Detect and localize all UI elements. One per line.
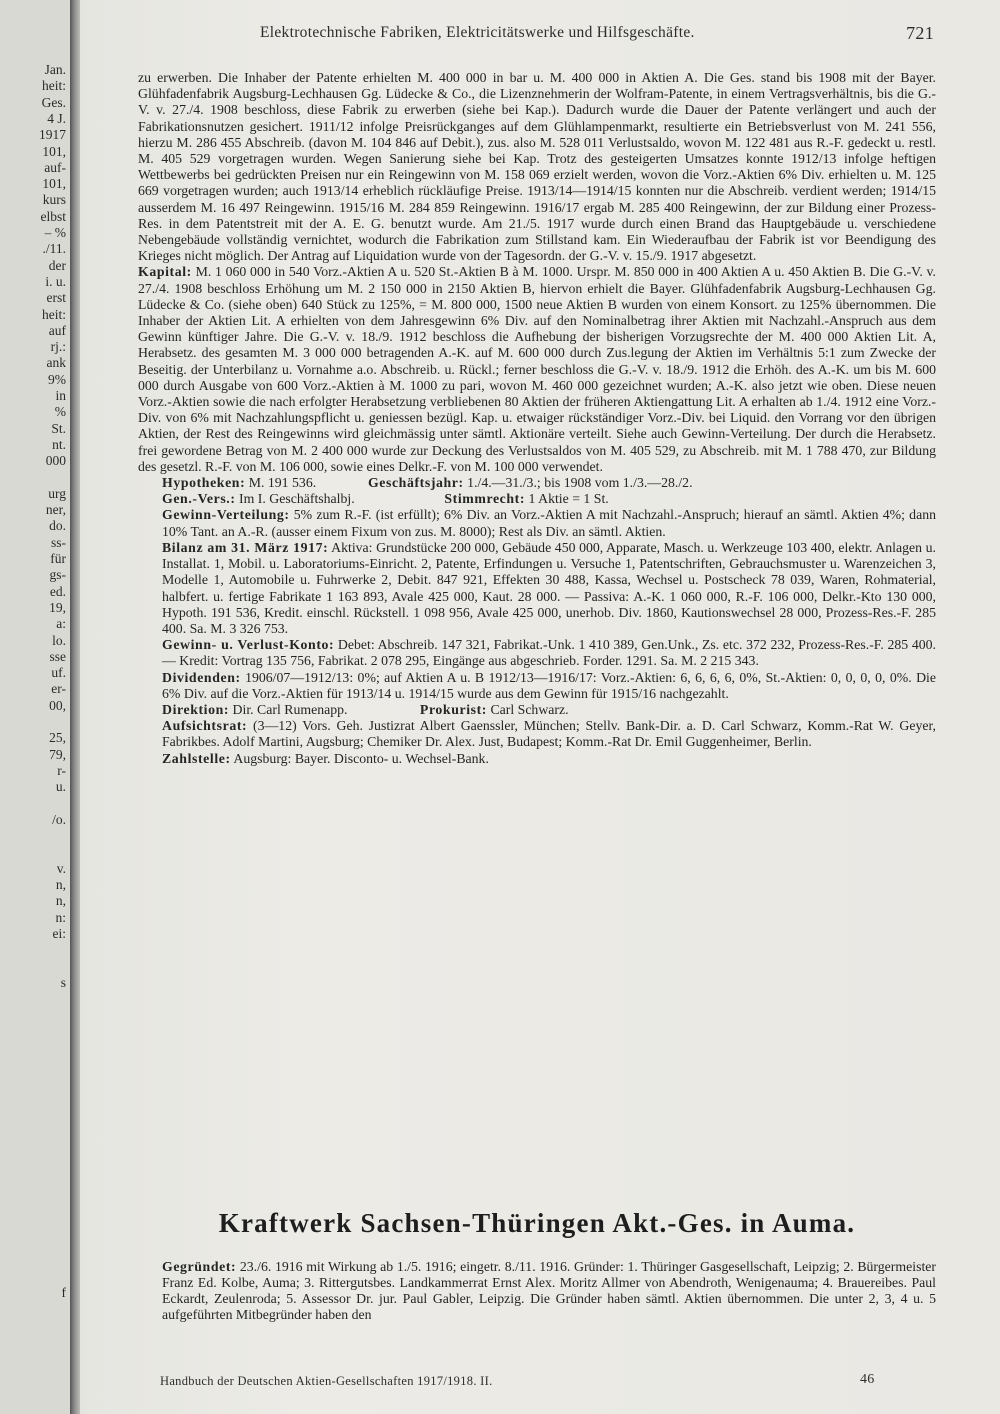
capital-section	[138, 264, 936, 475]
supervisory-board-section	[138, 718, 936, 750]
profit-distribution-section	[138, 507, 936, 539]
footer-text: Handbuch der Deutschen Aktien-Gesellschaften 1917/1918. II.	[160, 1374, 493, 1388]
margin-fragment: r-	[57, 762, 66, 778]
margin-fragment: a:	[56, 616, 66, 632]
entry-body	[138, 70, 936, 767]
profit-loss-text: Debet: Abschreib. 147 321, Fabrikat.-Unk. 1 410 389, Gen.Unk., Zs. etc. 372 232, Prozess-Res.-F. 285 400. — Kredit: Vortrag 135 756, Fabrikat. 2 078 295, Eingänge aus abgeschrieb. Forder. 1291. Sa. M. 2 215 343.	[162, 637, 936, 669]
general-meeting-text: Im I. Geschäftshalbj.	[238, 491, 355, 507]
general-meeting-label: Gen.-Vers.:	[162, 491, 236, 507]
balance-sheet-text: Aktiva: Grundstücke 200 000, Gebäude 450 000, Apparate, Masch. u. Werkzeuge 103 400, elektr. Anlagen u. Installat. 1, Mobil. u. Laboratoriums-Einricht. 2, Patente, Erfindungen u. Versuche 1, Patentschriften, Gebrauchsmuster u. Warenzeichen 3, Modelle 1, Automobile u. Fuhrwerke 2, Debit. 847 921, Effekten 30 488, Kassa, Wechsel u. Postscheck 78 039, Waren, Rohmaterial, halbfert. u. fertige Fabrikate 1 163 893, Avale 425 000, Kaut. 28 000. — Passiva: A.-K. 1 060 000, R.-F. 106 000, Delkr.-Kto 130 000, Hypoth. 191 536, Kredit. einschl. Rückstell. 1 098 956, Avale 425 000, unerhob. Div. 1860, Kautionswechsel 28 000, Prozess-Res.-F. 285 400. Sa. M. 3 326 753.	[162, 539, 936, 636]
margin-fragment: ./11.	[42, 241, 66, 257]
dividends-section	[138, 670, 936, 702]
margin-fragment: urg	[48, 485, 66, 501]
margin-fragment: rj.:	[50, 339, 66, 355]
margin-fragment: i. u.	[45, 273, 66, 289]
running-header	[130, 24, 940, 48]
general-meeting-line	[138, 491, 936, 507]
balance-sheet-section	[138, 540, 936, 637]
management-line	[138, 702, 936, 718]
margin-fragment: 4 J.	[47, 110, 66, 126]
header-title: Elektrotechnische Fabriken, Elektricitätswerke und Hilfsgeschäfte.	[260, 24, 695, 41]
margin-fragment: n:	[55, 909, 66, 925]
profit-loss-label: Gewinn- u. Verlust-Konto:	[162, 637, 335, 653]
margin-fragment: uf.	[51, 665, 66, 681]
page-number: 721	[906, 23, 934, 43]
margin-fragment: /o.	[52, 811, 66, 827]
direction-label: Direktion:	[162, 701, 230, 717]
margin-fragment: Ges.	[41, 94, 66, 110]
company-heading: Kraftwerk Sachsen-Thüringen Akt.-Ges. in Auma.	[218, 1208, 856, 1238]
margin-fragment: 101,	[42, 143, 66, 159]
book-gutter	[70, 0, 80, 1414]
margin-fragment: heit:	[42, 306, 66, 322]
margin-fragment: f	[61, 1284, 66, 1300]
margin-fragment: 00,	[49, 697, 66, 713]
margin-fragment: ed.	[49, 583, 66, 599]
margin-fragment: heit:	[42, 78, 66, 94]
profit-distribution-label: Gewinn-Verteilung:	[162, 507, 290, 523]
company-entry-body	[138, 1245, 936, 1337]
margin-fragment: ss-	[50, 534, 66, 550]
fiscal-year-text: 1./4.—31./3.; bis 1908 vom 1./3.—28./2.	[467, 475, 693, 491]
margin-fragment: u.	[55, 779, 66, 795]
intro-paragraph: zu erwerben. Die Inhaber der Patente erhielten M. 400 000 in bar u. M. 400 000 in Aktien A. Die Ges. stand bis 1908 mit der Bayer. Glühfadenfabrik Augsburg-Lechhausen Gg. Lüdecke & Co., die Lizenznehmerin der Wolfram-Patente, in einem Vertragsverhältnis, bis die G.-V. v. 27./4. 1908 beschloss, diese Fabrik zu erwerben (siehe bei Kap.). Dadurch wurde die Dauer der Patente verlängert und auch der Fabrikationsnutzen gesichert. 1911/12 infolge Preisrückganges auf dem Glühlampenmarkt, resultierte ein Betriebsverlust von M. 241 556, hierzu M. 286 455 Abschreib. (davon M. 104 846 auf Debit.), zus. also M. 528 011 Verlustsaldo, wovon M. 122 481 aus R.-F. gedeckt u. restl. M. 405 529 vorgetragen wurden. Wegen Sanierung siehe bei Kap. Trotz des gesteigerten Umsatzes konnte 1912/13 infolge heftigen Wettbewerbs bei gedrückten Preisen nur ein Reingewinn von M. 158 069 erzielt werden, wovon die Vorz.-Aktien 6% Div. erhielten u. M. 125 669 vorgetragen wurden; auch 1913/14 erheblich rückläufige Preise. 1913/14—1914/15 konnten nur die Abschreib. verdient werden; 1914/15 ausserdem M. 16 497 Reingewinn. 1915/16 M. 284 859 Reingewinn. 1916/17 ergab M. 285 400 Reingewinn, der zur Bildung einer Prozess-Res. in dem Patentstreit mit der A. E. G. benutzt wurde. Am 21./5. 1917 wurde durch einen Brand das Hauptgebäude u. verschiedene Nebengebäude vollständig vernichtet, wodurch die Fabrikation zum Stillstand kam. Ein Wiederaufbau der Fabrik ist vor Beendigung des Krieges nicht möglich. Der Antrag auf Liquidation wurde von der Tagesordn. der G.-V. v. 15./9. 1917 abgesetzt.	[138, 70, 936, 264]
margin-fragment: erst	[46, 290, 66, 306]
margin-fragment: lo.	[52, 632, 66, 648]
profit-distribution-text: 5% zum R.-F. (ist erfüllt); 6% Div. an Vorz.-Aktien A mit Nachzahl.-Anspruch; hierauf an sämtl. Aktien 4%; dann 10% Tant. an A.-R. (ausser einem Fixum von zus. M. 8000); Rest als Div. an sämtl. Aktien.	[162, 507, 936, 539]
paying-agent-label: Zahlstelle:	[162, 750, 231, 766]
supervisory-board-text: (3—12) Vors. Geh. Justizrat Albert Gaenssler, München; Stellv. Bank-Dir. a. D. Carl Schwarz, Komm.-Rat W. Geyer, Fabrikbes. Adolf Martini, Augsburg; Chemiker Dr. Alex. Just, Budapest; Komm.-Rat Dr. Emil Guggenheimer, Berlin.	[162, 718, 936, 750]
margin-fragment: St.	[51, 420, 66, 436]
fiscal-year-label: Geschäftsjahr:	[367, 475, 464, 491]
margin-fragment: %	[54, 404, 66, 420]
margin-fragment: elbst	[40, 208, 66, 224]
voting-right-label: Stimmrecht:	[444, 491, 526, 507]
margin-fragment: 9%	[48, 371, 66, 387]
margin-fragment: v.	[56, 860, 66, 876]
margin-fragment: ner,	[45, 502, 66, 518]
margin-fragment: kurs	[42, 192, 66, 208]
margin-fragment: 101,	[42, 176, 66, 192]
margin-fragment: 000	[45, 453, 66, 469]
margin-fragment: auf-	[44, 159, 66, 175]
founded-text: 23./6. 1916 mit Wirkung ab 1./5. 1916; eingetr. 8./11. 1916. Gründer: 1. Thüringer Gasgesellschaft, Leipzig; 2. Bürgermeister Franz Ed. Kolbe, Auma; 3. Rittergutsbes. Landkammerrat Ernst Alex. Moritz Allmer von Abendroth, Wenigenauma; 4. Brauereibes. Paul Eckardt, Zeulenroda; 5. Assessor Dr. jur. Paul Gabler, Leipzig. Die Gründer haben sämtl. Aktien übernommen. Die unter 2, 3, 4 u. 5 aufgeführten Mitbegründer haben den	[162, 1258, 936, 1323]
balance-sheet-label: Bilanz am 31. März 1917:	[162, 539, 329, 555]
mortgage-fiscal-line	[138, 475, 936, 491]
capital-text: M. 1 060 000 in 540 Vorz.-Aktien A u. 520 St.-Aktien B à M. 1000. Urspr. M. 850 000 in 400 Aktien A u. 450 Aktien B. Die G.-V. v. 27./4. 1908 beschloss Erhöhung um M. 2 150 000 in 2150 Aktien B, hiervon erhielt die Bayer. Glühfadenfabrik Augsburg-Lechhausen Gg. Lüdecke & Co. (siehe oben) 640 Stück zu 125%, = M. 800 000, 1500 neue Aktien B wurden von einem Konsort. zu 125% übernommen. Die Inhaber der Aktien Lit. A erhielten von dem Jahresgewinn 6% Div. auf den Nominalbetrag ihrer Aktien mit Nachzahl.-Anspruch aus dem Gewinn künftiger Jahre. Die G.-V. v. 18./9. 1912 beschloss die Aufhebung der bisherigen Vorzugsrechte der M. 400 000 Aktien Lit. A, Herabsetz. des gesamten M. 3 000 000 betragenden A.-K. auf M. 600 000 durch Zus.legung der Aktien im Verhältnis 5:1 zum Zwecke der Beseitig. der Unterbilanz u. Vornahme a.o. Abschreib. u. Rückl.; ferner beschloss die G.-V. v. 18./9. 1912 die Erhöh. des A.-K. um bis M. 600 000 durch Ausgabe von 600 Vorz.-Aktien à M. 1000 zu pari, wovon M. 460 000 gezeichnet wurden; A.-K. also jetzt wie oben. Diese neuen Vorz.-Aktien sowie die nach erfolgter Herabsetzung verbliebenen 80 Aktien der früheren Aktiengattung Lit. A erhalten ab 1./4. 1912 eine Vorz.-Div. von 6% mit Nachzahlungspflicht u. geniessen bezügl. Kap. u. etwaiger rückständiger Vorz.-Div. bei Liquid. den Vorrang vor den übrigen Aktien, der Rest des Reingewinns wird gleichmässig unter sämtl. Aktionäre verteilt. Siehe auch Gewinn-Verteilung. Der durch die Herabsetz. frei gewordene Betrag von M. 2 400 000 wurde zur Deckung des Verlustsaldos von M. 405 529, zu Abschreib. mit M. 1 788 470, zur Bildung des gesetzl. R.-F. von M. 106 000, sowie eines Delkr.-F. von M. 100 000 verwendet.	[138, 264, 936, 474]
margin-fragment: – %	[44, 225, 66, 240]
margin-fragment: do.	[49, 518, 66, 534]
mortgage-text: M. 191 536.	[248, 475, 317, 491]
dividends-text: 1906/07—1912/13: 0%; auf Aktien A u. B 1912/13—1916/17: Vorz.-Aktien: 6, 6, 6, 6, 0%, St.-Aktien: 0, 0, 0, 0, 0%. Die 6% Div. auf die Vorz.-Aktien für 1913/14 u. 1914/15 wurde aus dem Gewinn für 1915/16 nachgezahlt.	[162, 669, 937, 701]
margin-fragment: ank	[46, 355, 66, 371]
margin-fragment: auf	[48, 322, 66, 338]
profit-loss-section	[138, 637, 936, 669]
margin-fragment: Jan.	[44, 62, 66, 77]
margin-fragment: 25,	[49, 730, 66, 746]
capital-label: Kapital:	[138, 264, 192, 280]
margin-fragment: n,	[55, 893, 66, 909]
margin-fragment: gs-	[49, 567, 66, 583]
founded-section	[138, 1259, 936, 1324]
margin-fragment: sse	[49, 648, 66, 664]
founded-label: Gegründet:	[162, 1258, 237, 1274]
direction-text: Dir. Carl Rumenapp.	[232, 701, 348, 717]
margin-fragment: ei:	[52, 925, 66, 941]
paying-agent-section	[138, 751, 936, 767]
margin-fragment: 19,	[49, 599, 66, 615]
margin-fragment: s	[60, 974, 66, 990]
page-footer	[160, 1374, 880, 1389]
previous-page-margin	[0, 0, 70, 1414]
paying-agent-text: Augsburg: Bayer. Disconto- u. Wechsel-Bank.	[233, 750, 489, 766]
supervisory-board-label: Aufsichtsrat:	[162, 718, 248, 734]
margin-fragment: nt.	[52, 436, 66, 452]
mortgage-label: Hypotheken:	[162, 475, 246, 491]
margin-fragment: er-	[51, 681, 66, 697]
margin-fragment: in	[55, 388, 66, 403]
margin-fragment: für	[50, 551, 66, 566]
dividends-label: Dividenden:	[162, 669, 241, 685]
signature-mark: 46	[860, 1372, 875, 1387]
margin-fragment: der	[48, 257, 66, 273]
voting-right-text: 1 Aktie = 1 St.	[528, 491, 609, 507]
prokurist-label: Prokurist:	[419, 701, 487, 717]
prokurist-text: Carl Schwarz.	[490, 701, 569, 717]
margin-fragment: 1917	[39, 127, 66, 143]
margin-fragment: 79,	[49, 746, 66, 762]
margin-fragment: n,	[55, 877, 66, 892]
